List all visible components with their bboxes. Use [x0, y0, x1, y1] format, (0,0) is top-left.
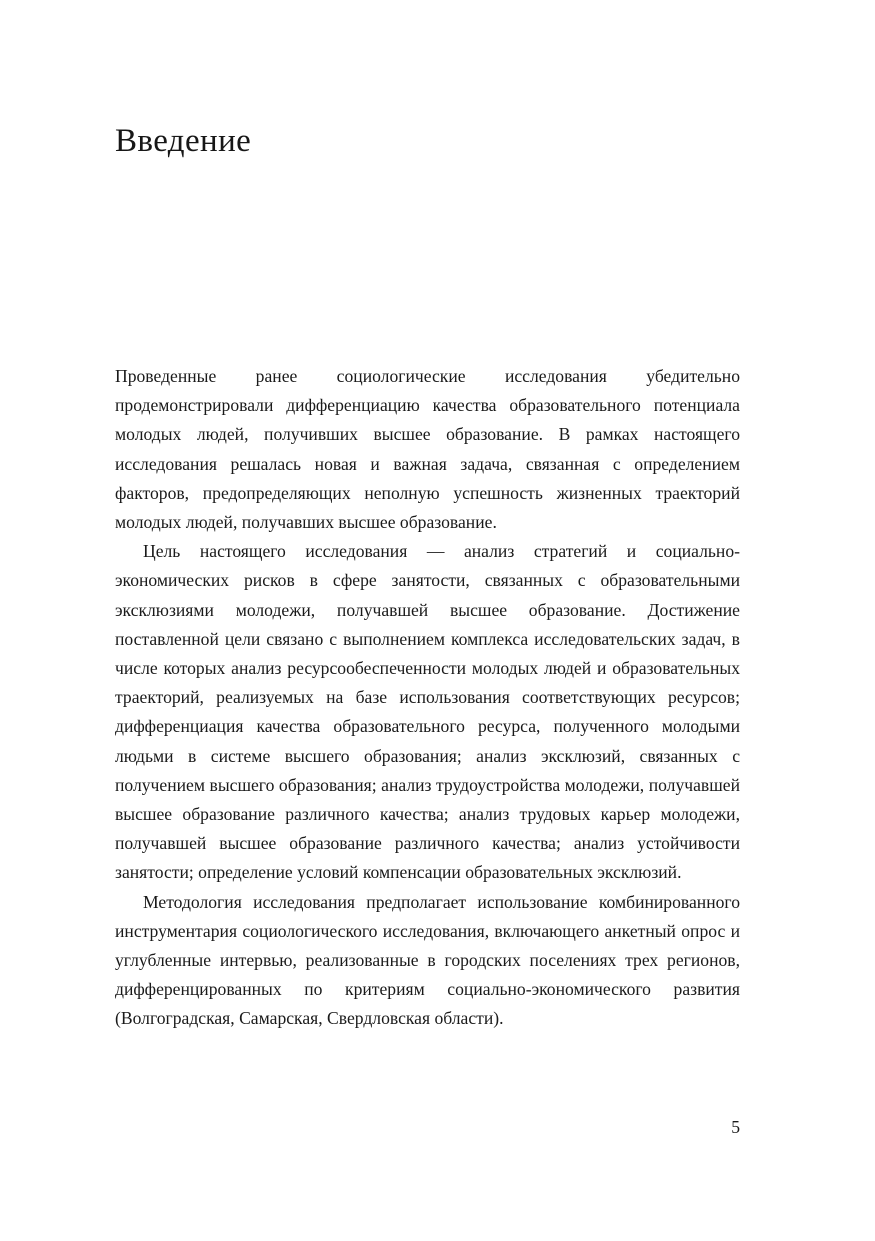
paragraph-1: Проведенные ранее социологические исследования убедительно продемонстрировали дифференциацию качества образовательного потенциала молодых людей, получивших высшее образование. В рамках настоящего исследования решалась новая и важная задача, связанная с определением факторов, предопределяющих неполную успешность жизненных траекторий молодых людей, получавших высшее образование. [115, 366, 740, 533]
chapter-title: Введение [115, 123, 252, 160]
page-content [115, 0, 740, 1241]
body-text [115, 362, 740, 1034]
paragraph-3: Методология исследования предполагает использование комбинированного инструментария социологического исследования, включающего анкетный опрос и углубленные интервью, реализованные в городских поселениях трех регионов, дифференцированных по критериям социально-экономического развития (Волгоградская, Самарская, Свердловская области). [115, 891, 740, 1029]
paragraph-2: Цель настоящего исследования — анализ стратегий и социально-экономических рисков в сфере занятости, связанных с образовательными эксклюзиями молодежи, получавшей высшее образование. Достижение поставленной цели связано с выполнением комплекса исследовательских задач, в числе которых анализ ресурсообеспеченности молодых людей и образовательных траекторий, реализуемых на базе использования соответствующих ресурсов; дифференциация качества образовательного ресурса, полученного молодыми людьми в системе высшего образования; анализ эксклюзий, связанных с получением высшего образования; анализ трудоустройства молодежи, получавшей высшее образование различного качества; анализ трудовых карьер молодежи, получавшей высшее образование различного качества; анализ устойчивости занятости; определение условий компенсации образовательных эксклюзий. [115, 541, 740, 883]
page-number: 5 [731, 1117, 740, 1137]
